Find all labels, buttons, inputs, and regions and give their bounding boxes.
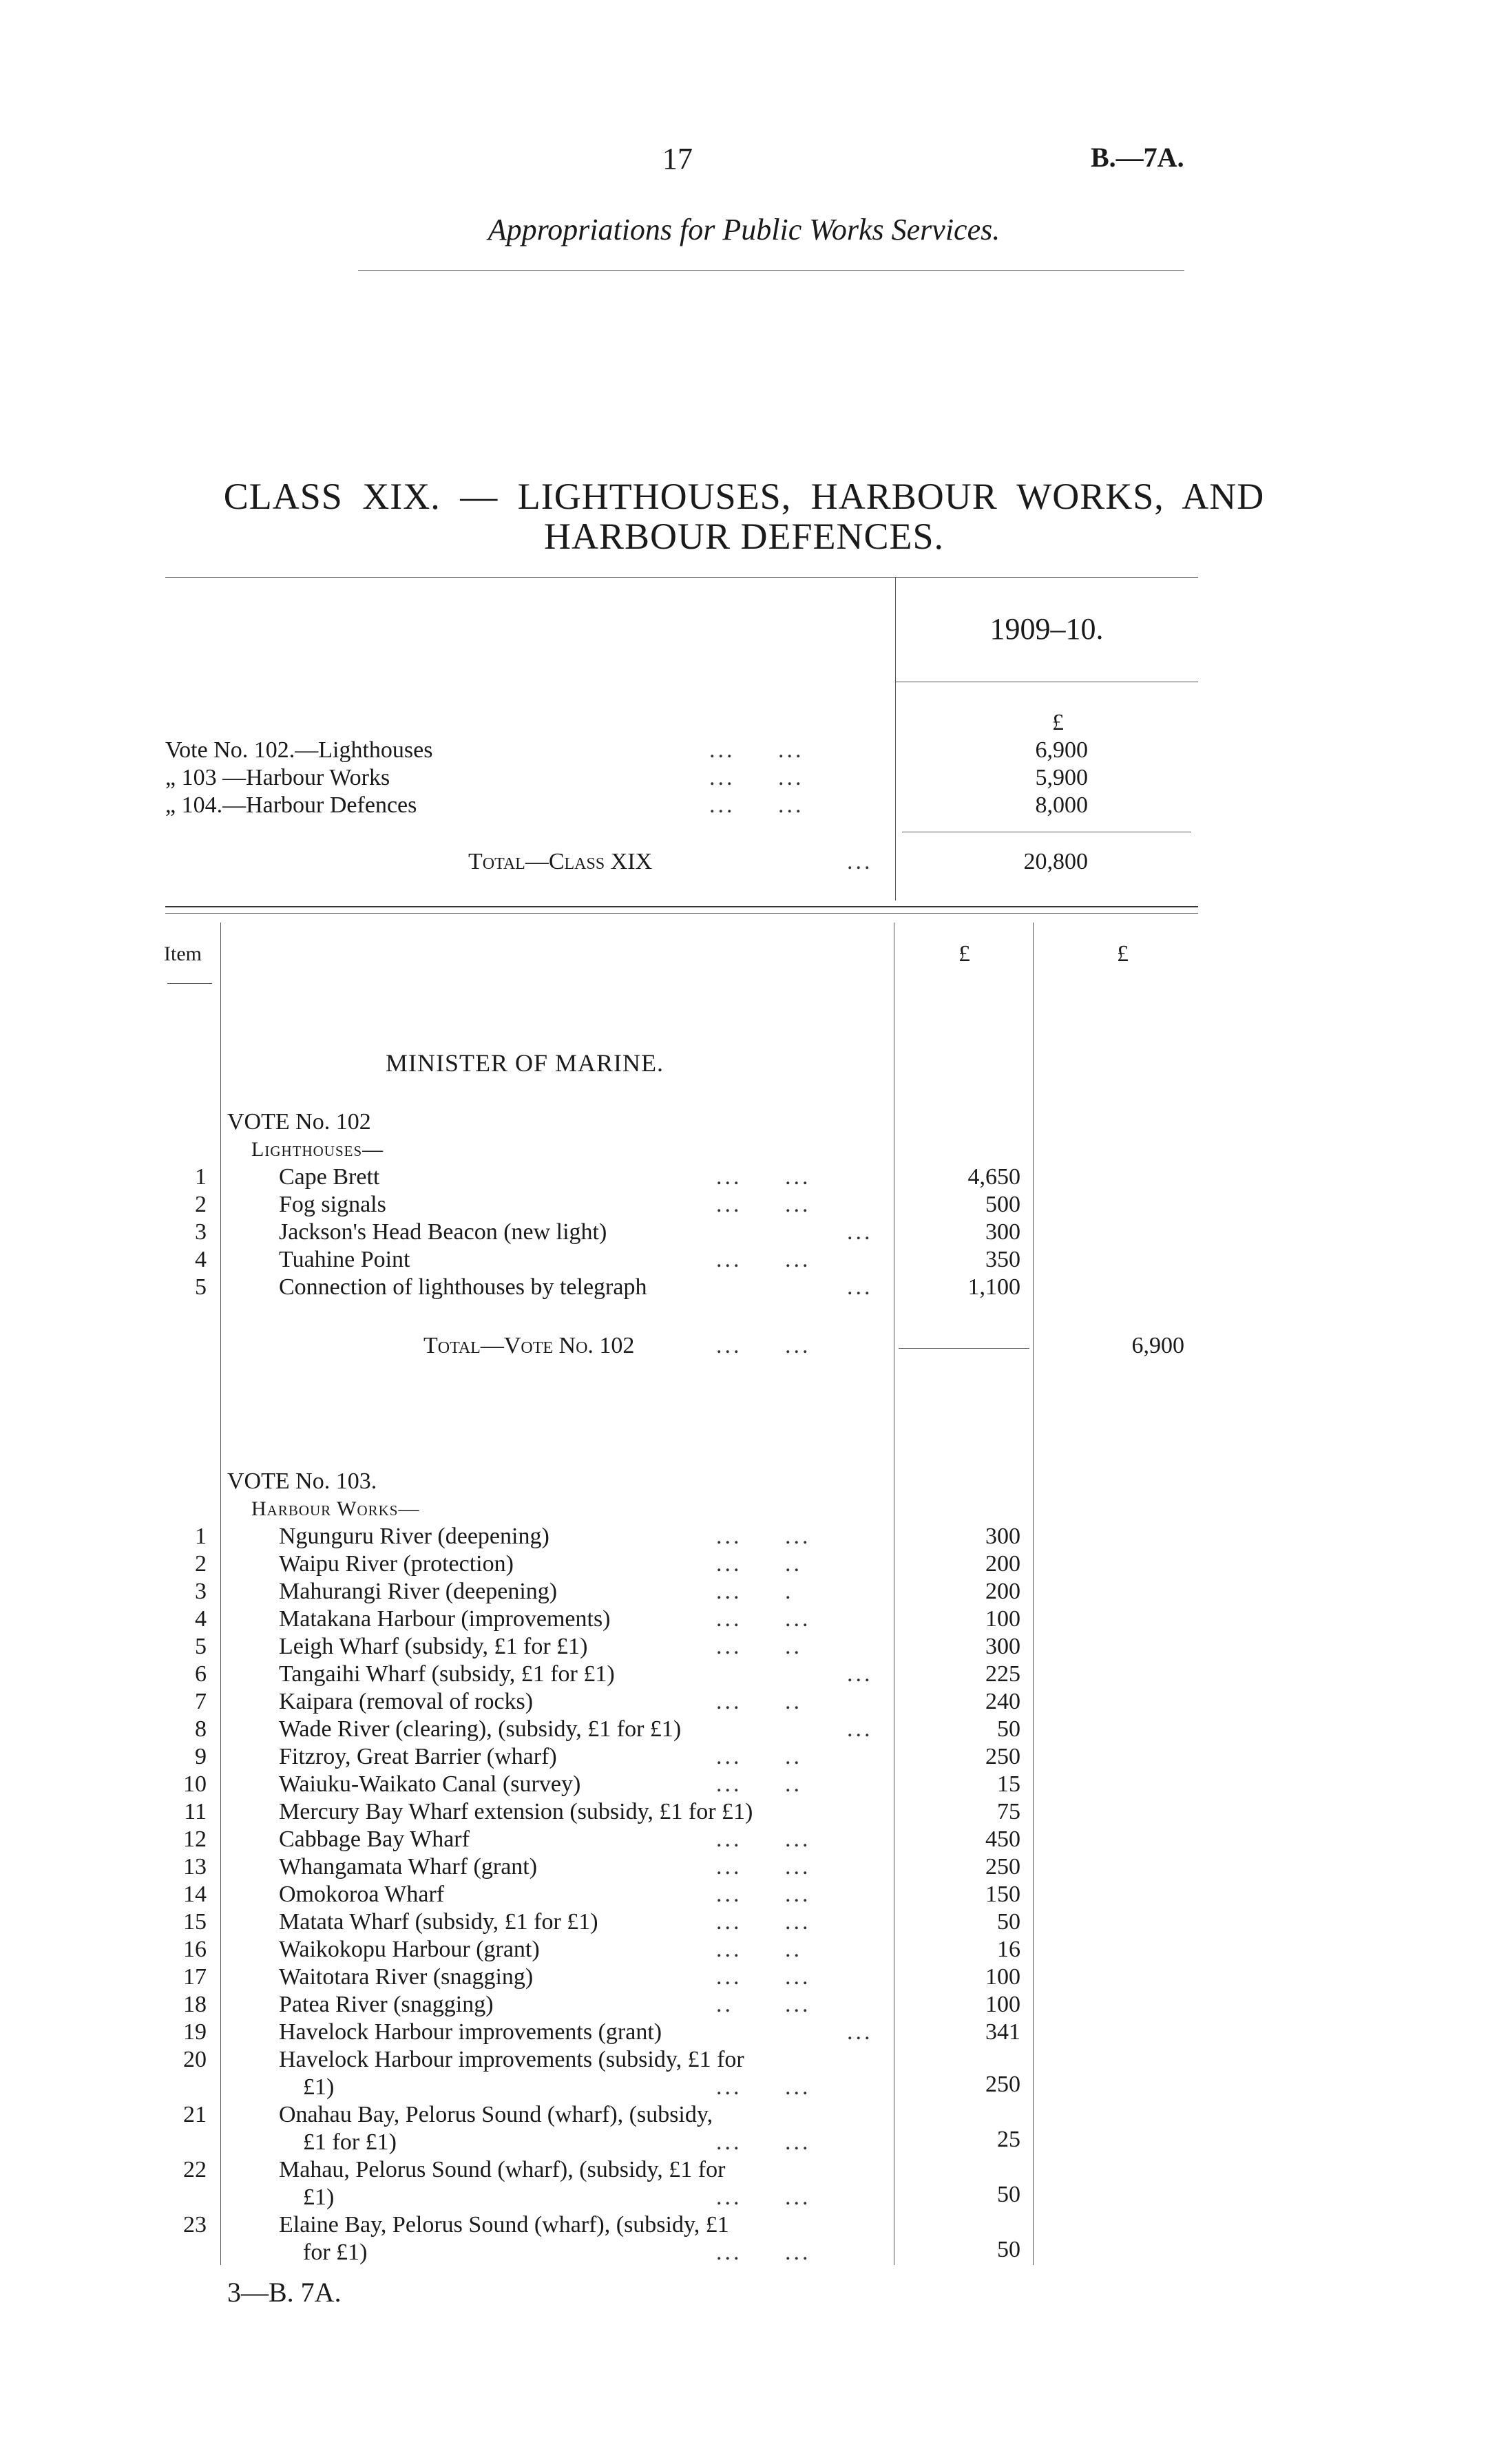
items-top-rule: [165, 906, 1198, 907]
page-heading: Appropriations for Public Works Services.: [488, 213, 1000, 246]
item-header-underline: [167, 983, 212, 984]
leader-dots: ... .: [716, 1579, 794, 1604]
vote-103-subtitle: Harbour Works—: [251, 1497, 420, 1520]
currency-column-2-header: £: [1117, 941, 1129, 967]
leader-dots: ... ...: [709, 765, 804, 790]
summary-vote-label: „ 103 —Harbour Works: [165, 765, 390, 790]
leader-dots: ... ...: [716, 1247, 811, 1272]
leader-dots: ...: [847, 849, 873, 874]
signature-mark: 3—B. 7A.: [227, 2277, 342, 2308]
document-code: B.—7A.: [1091, 142, 1184, 173]
leader-dots: ...: [847, 1716, 873, 1742]
leader-dots: ... ..: [716, 1771, 802, 1797]
vote-102-subtotal-rule: [899, 1348, 1029, 1349]
leader-dots: ... ...: [716, 1964, 811, 1990]
leader-dots: ... ...: [716, 1606, 811, 1632]
leader-dots: ... ...: [716, 2074, 811, 2100]
amount-column-rule-2: [1033, 923, 1034, 2265]
summary-year-header: 1909–10.: [989, 612, 1104, 646]
summary-currency: £: [1052, 710, 1064, 735]
leader-dots: ... ...: [716, 1854, 811, 1879]
leader-dots: ... ...: [716, 1524, 811, 1549]
summary-total-label: Total—Class XIX: [468, 849, 653, 874]
summary-vote-amount: 5,900: [1035, 765, 1088, 790]
leader-dots: ... ...: [716, 2240, 811, 2265]
leader-dots: ... ..: [716, 1937, 802, 1962]
leader-dots: ... ...: [709, 792, 804, 818]
summary-vote-label: Vote No. 102.—Lighthouses: [165, 737, 433, 763]
header-rule: [358, 270, 1184, 271]
leader-dots: ... ..: [716, 1634, 802, 1659]
currency-column-1-header: £: [958, 941, 970, 967]
summary-vote-amount: 8,000: [1035, 792, 1088, 818]
leader-dots: ...: [847, 1274, 873, 1300]
item-column-header: Item: [164, 943, 202, 965]
leader-dots: ...: [847, 1219, 873, 1245]
leader-dots: ... ...: [709, 737, 804, 763]
leader-dots: ... ...: [716, 2129, 811, 2155]
summary-vote-label: „ 104.—Harbour Defences: [165, 792, 417, 818]
leader-dots: ... ...: [716, 2184, 811, 2210]
vote-102-total-label: Total—Vote No. 102: [423, 1333, 635, 1358]
summary-vote-amount: 6,900: [1035, 737, 1088, 763]
leader-dots: ... ...: [716, 1909, 811, 1935]
leader-dots: ... ...: [716, 1164, 811, 1190]
vote-103-title: VOTE No. 103.: [227, 1468, 377, 1494]
class-title-line-1: CLASS XIX. — LIGHTHOUSES, HARBOUR WORKS, AND: [223, 476, 1265, 517]
summary-top-rule: [165, 577, 1198, 578]
leader-dots: ... ...: [716, 1333, 811, 1358]
leader-dots: ... ..: [716, 1551, 802, 1577]
leader-dots: ... ..: [716, 1744, 802, 1769]
leader-dots: ...: [847, 1661, 873, 1687]
page-number: 17: [662, 142, 693, 176]
vote-102-subtitle: Lighthouses—: [251, 1138, 384, 1161]
leader-dots: ... ...: [716, 1192, 811, 1217]
minister-heading: MINISTER OF MARINE.: [386, 1049, 664, 1077]
vote-102-title: VOTE No. 102: [227, 1109, 371, 1135]
item-column-rule: [220, 923, 221, 2265]
leader-dots: ... ...: [716, 1882, 811, 1907]
leader-dots: ... ..: [716, 1689, 802, 1714]
items-top-rule-secondary: [165, 913, 1198, 914]
summary-total-amount: 20,800: [1023, 849, 1088, 874]
class-title-line-2: HARBOUR DEFENCES.: [543, 516, 945, 557]
leader-dots: ...: [847, 2019, 873, 2045]
leader-dots: .. ...: [716, 1992, 811, 2017]
vote-102-total-amount: 6,900: [1131, 1333, 1184, 1358]
leader-dots: ... ...: [716, 1826, 811, 1852]
